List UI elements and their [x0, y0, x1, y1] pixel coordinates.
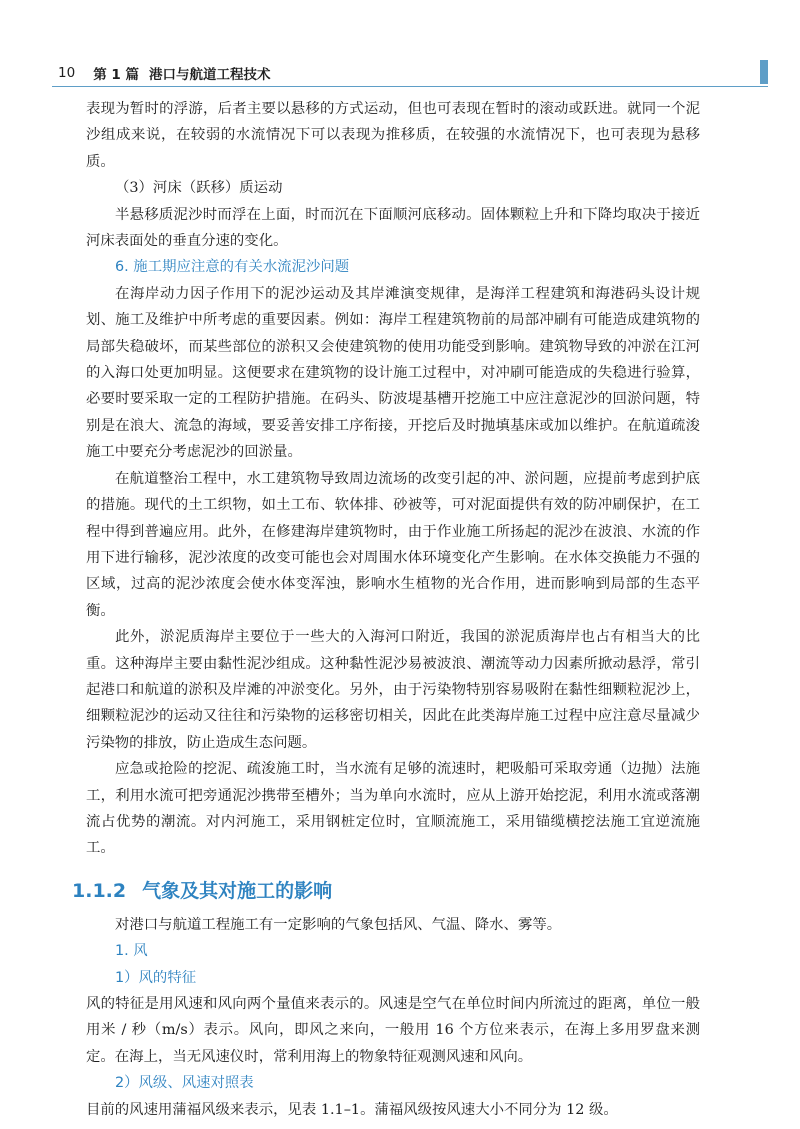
section-title: 气象及其对施工的影响 [142, 879, 333, 902]
page-body [72, 96, 700, 1123]
heading-wind-characteristics: 1）风的特征 [115, 969, 197, 986]
heading-wind-scale-table: 2）风级、风速对照表 [115, 1075, 254, 1092]
section-number: 1.1.2 [72, 879, 127, 902]
part-label: 第 1 篇 [93, 67, 139, 83]
running-title: 港口与航道工程技术 [148, 67, 271, 83]
paragraph-wind-scale: 目前的风速用蒲福风级来表示，见表 1.1–1。蒲福风级按风速大小不同分为 12 级。 [86, 1101, 618, 1118]
paragraph-coastal-sediment: 在海岸动力因子作用下的泥沙运动及其岸滩演变规律，是海洋工程建筑和海港码头设计规划、施工及维护中所考虑的重要因素。例如：海岸工程建筑物前的局部冲刷有可能造成建筑物的局部失稳破坏，而某些部位的淤积又会使建筑物的使用功能受到影响。建筑物导致的冲淤在江河的入海口处更加明显。这便要求在建筑物的设计施工过程中，对冲刷可能造成的失稳进行验算，必要时要采取一定的工程防护措施。在码头、防波堤基槽开挖施工中应注意泥沙的回淤问题，特别是在浪大、流急的海域，要妥善安排工序衔接，开挖后及时抛填基床或加以维护。在航道疏浚施工中要充分考虑泥沙的回淤量。 [86, 285, 700, 461]
paragraph-wind-characteristics: 风的特征是用风速和风向两个量值来表示的。风速是空气在单位时间内所流过的距离，单位一般用米 / 秒（m/s）表示。风向，即风之来向，一般用 16 个方位来表示，在海上多用罗盘来测定。在海上，当无风速仪时，常利用海上的物象特征观测风速和风向。 [86, 996, 700, 1065]
paragraph-emergency-dredging: 应急或抢险的挖泥、疏浚施工时，当水流有足够的流速时，耙吸船可采取旁通（边抛）法施工，利用水流可把旁通泥沙携带至槽外；当为单向水流时，应从上游开始挖泥，利用水流或落潮流占优势的潮流。对内河施工，采用钢桩定位时，宜顺流施工，采用锚缆横挖法施工宜逆流施工。 [86, 761, 700, 857]
paragraph-channel-regulation: 在航道整治工程中，水工建筑物导致周边流场的改变引起的冲、淤问题，应提前考虑到护底的措施。现代的土工织物，如土工布、软体排、砂被等，可对泥面提供有效的防冲刷保护，在工程中得到普遍应用。此外，在修建海岸建筑物时，由于作业施工所扬起的泥沙在波浪、水流的作用下进行输移，泥沙浓度的改变可能也会对周围水体环境变化产生影响。在水体交换能力不强的区域，过高的泥沙浓度会使水体变浑浊，影响水生植物的光合作用，进而影响到局部的生态平衡。 [86, 470, 700, 619]
section-heading-meteorology [72, 876, 700, 906]
paragraph-muddy-coast: 此外，淤泥质海岸主要位于一些大的入海河口附近，我国的淤泥质海岸也占有相当大的比重。这种海岸主要由黏性泥沙组成。这种黏性泥沙易被波浪、潮流等动力因素所掀动悬浮，常引起港口和航道的淤积及岸滩的冲淤变化。另外，由于污染物特别容易吸附在黏性细颗粒泥沙上，细颗粒泥沙的运动又往往和污染物的运移密切相关，因此在此类海岸施工过程中应注意尽量减少污染物的排放，防止造成生态问题。 [86, 629, 700, 751]
subheading-riverbed-motion: （3）河床（跃移）质运动 [115, 180, 283, 197]
page-number: 10 [58, 65, 76, 81]
paragraph-riverbed-motion: 半悬移质泥沙时而浮在上面，时而沉在下面顺河底移动。固体颗粒上升和下降均取决于接近河床表面处的垂直分速的变化。 [86, 206, 700, 250]
paragraph-meteorology-intro: 对港口与航道工程施工有一定影响的气象包括风、气温、降水、雾等。 [115, 916, 562, 933]
heading-construction-water-sediment: 6. 施工期应注意的有关水流泥沙问题 [115, 259, 350, 276]
header-tab-marker [760, 60, 768, 84]
paragraph-continuation: 表现为暂时的浮游，后者主要以悬移的方式运动，但也可表现在暂时的滚动或跃进。就同一个泥沙组成来说，在较弱的水流情况下可以表现为推移质，在较强的水流情况下，也可表现为悬移质。 [86, 101, 700, 170]
page-header [52, 60, 768, 87]
heading-wind: 1. 风 [115, 943, 148, 960]
